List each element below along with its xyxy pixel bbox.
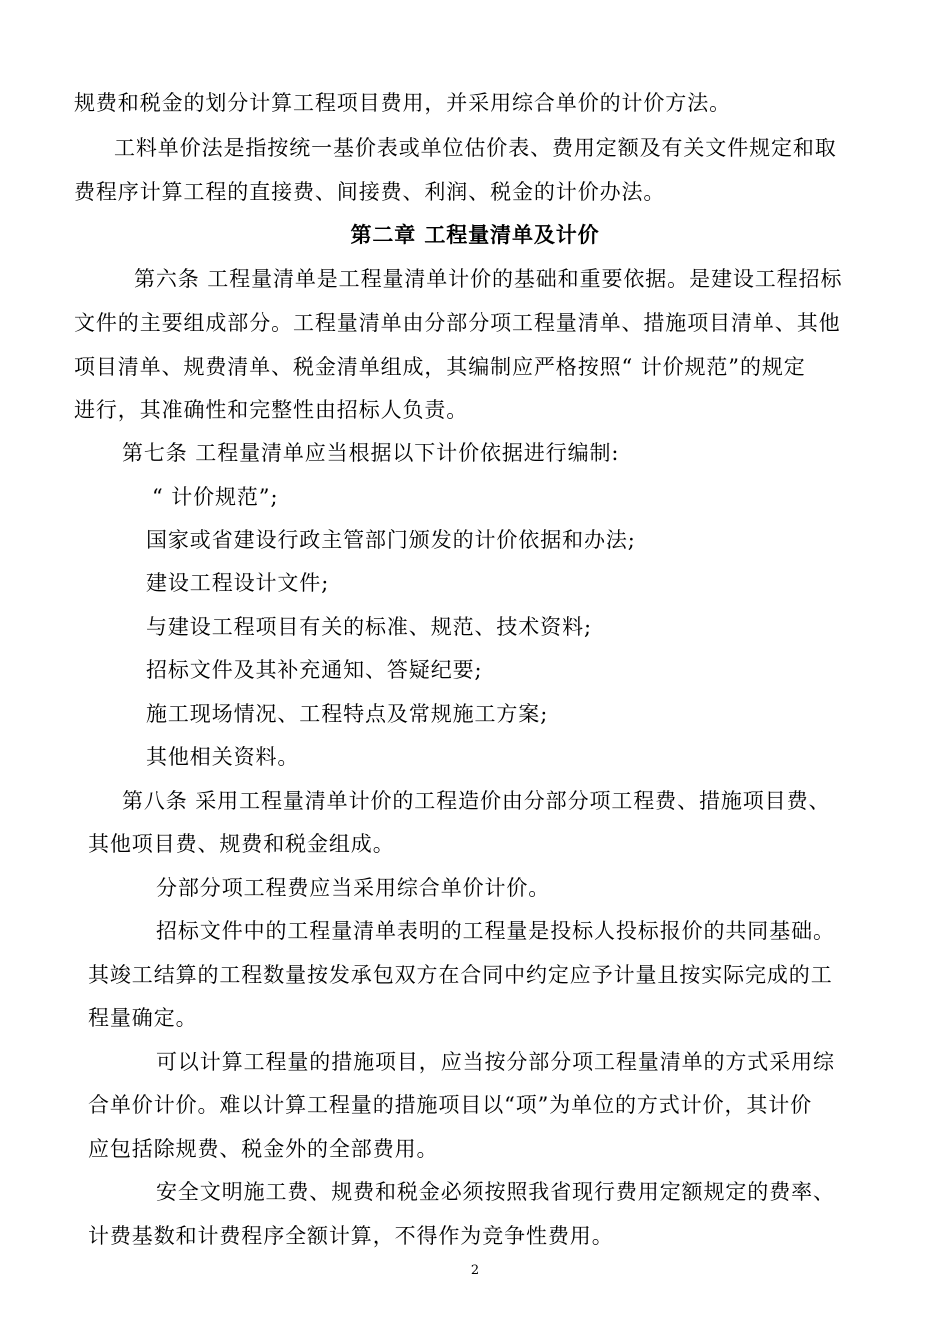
page-number: 2 (470, 1263, 480, 1278)
text-line: 规费和税金的划分计算工程项目费用，并采用综合单价的计价方法。 (74, 91, 731, 115)
text-line: 程量确定。 (88, 1006, 198, 1030)
text-line: 招标文件中的工程量清单表明的工程量是投标人投标报价的共同基础。 (156, 919, 835, 943)
text-line: 计费基数和计费程序全额计算，不得作为竞争性费用。 (88, 1224, 614, 1248)
text-line: 招标文件及其补充通知、答疑纪要; (146, 658, 483, 682)
text-line: 其他项目费、规费和税金组成。 (88, 832, 395, 856)
text-line: 分部分项工程费应当采用综合单价计价。 (156, 876, 551, 900)
text-line: 与建设工程项目有关的标准、规范、技术资料; (146, 615, 592, 639)
text-line: 进行，其准确性和完整性由招标人负责。 (74, 398, 469, 422)
text-line: 其竣工结算的工程数量按发承包双方在合同中约定应予计量且按实际完成的工 (88, 963, 833, 987)
text-line: 第七条 工程量清单应当根据以下计价依据进行编制: (122, 441, 620, 465)
text-line: 安全文明施工费、规费和税金必须按照我省现行费用定额规定的费率、 (156, 1180, 835, 1204)
text-line: 第八条 采用工程量清单计价的工程造价由分部分项工程费、措施项目费、 (122, 789, 831, 813)
text-line: 施工现场情况、工程特点及常规施工方案; (146, 702, 549, 726)
text-line: 其他相关资料。 (146, 745, 300, 769)
text-line: 国家或省建设行政主管部门颁发的计价依据和办法; (146, 528, 636, 552)
text-line: 可以计算工程量的措施项目，应当按分部分项工程量清单的方式采用综 (156, 1050, 835, 1074)
text-line: 工料单价法是指按统一基价表或单位估价表、费用定额及有关文件规定和取 (114, 136, 837, 160)
text-line: 项目清单、规费清单、税金清单组成，其编制应严格按照“ 计价规范”的规定 (74, 355, 806, 379)
text-line: 合单价计价。难以计算工程量的措施项目以“项”为单位的方式计价，其计价 (88, 1093, 813, 1117)
text-line: “ 计价规范”; (152, 485, 279, 509)
text-line: 文件的主要组成部分。工程量清单由分部分项工程量清单、措施项目清单、其他 (74, 311, 841, 335)
chapter-heading: 第二章 工程量清单及计价 (350, 222, 600, 247)
text-line: 费程序计算工程的直接费、间接费、利润、税金的计价办法。 (74, 180, 666, 204)
text-line: 建设工程设计文件; (146, 571, 330, 595)
text-line: 应包括除规费、税金外的全部费用。 (88, 1137, 439, 1161)
text-line: 第六条 工程量清单是工程量清单计价的基础和重要依据。是建设工程招标 (134, 267, 843, 291)
